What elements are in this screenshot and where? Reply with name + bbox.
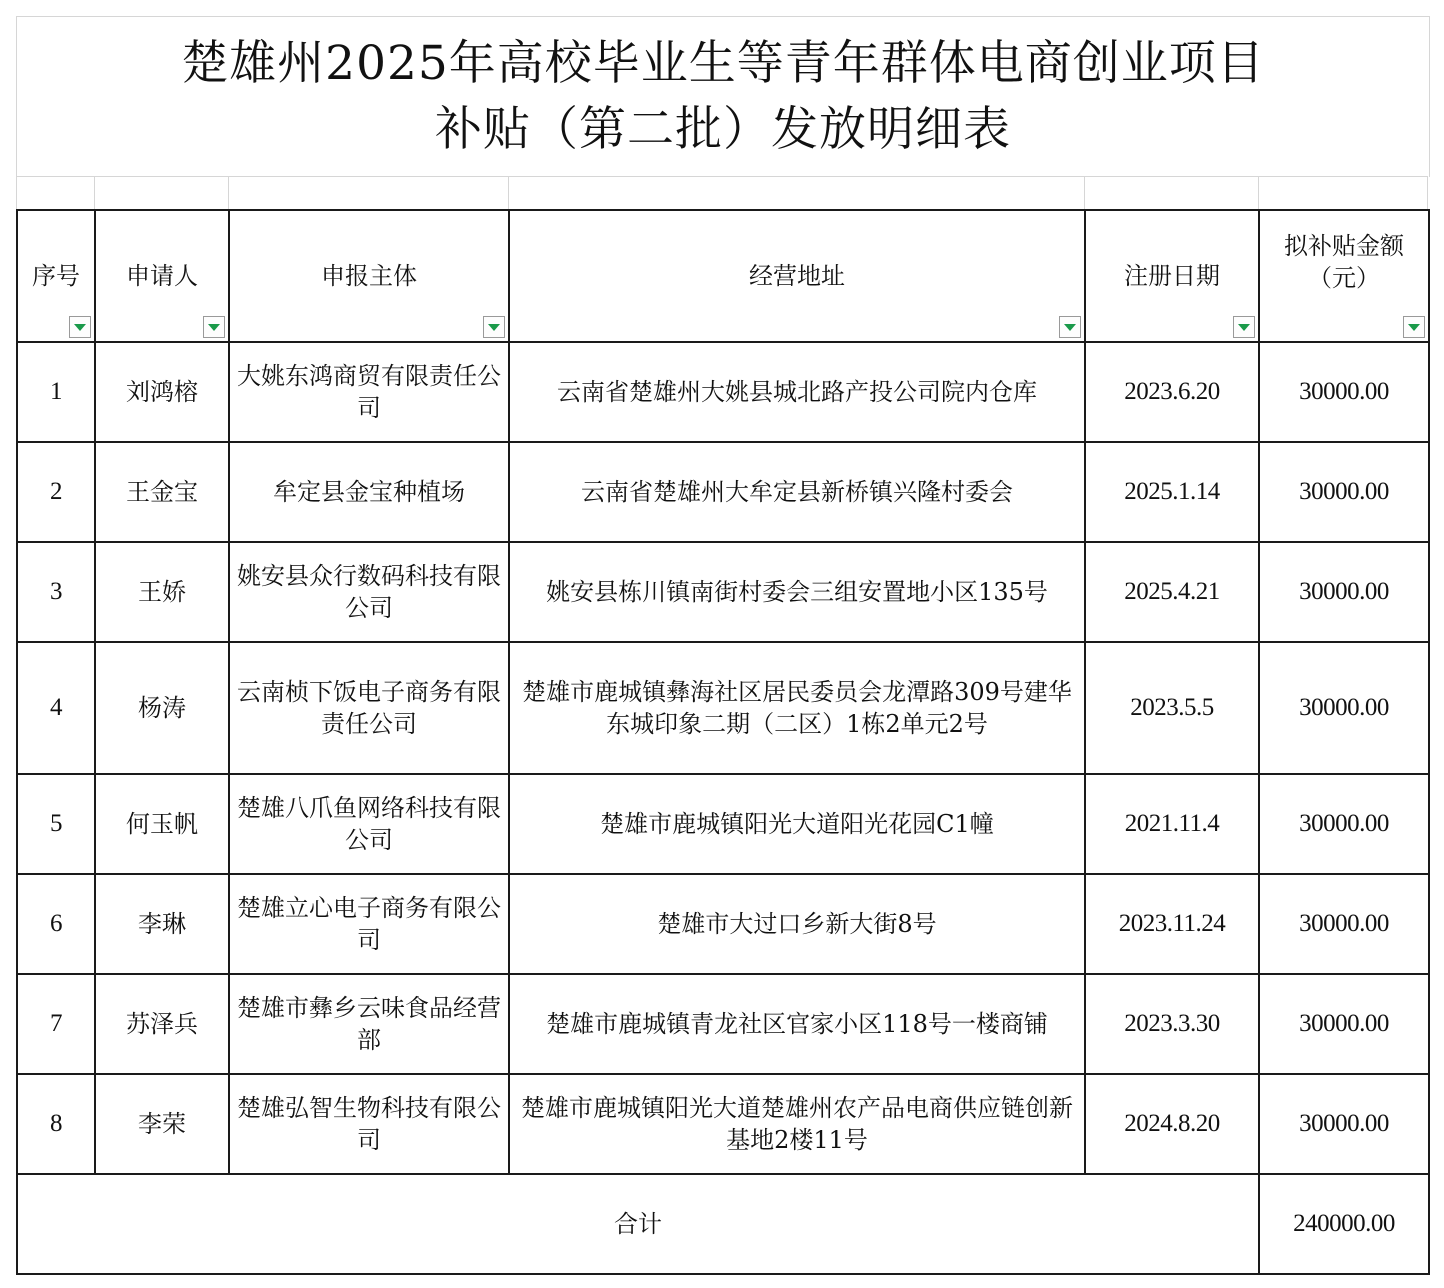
applicant-cell[interactable]: 王娇 [95, 542, 229, 642]
filter-dropdown-icon[interactable] [69, 316, 91, 338]
blank-cell[interactable] [228, 176, 508, 209]
entity-cell[interactable]: 姚安县众行数码科技有限公司 [229, 542, 509, 642]
blank-cell[interactable] [1258, 176, 1428, 209]
subsidy-table [16, 209, 1430, 1275]
table-row [17, 974, 1429, 1074]
header-label: 注册日期 [1124, 262, 1220, 290]
date-cell[interactable]: 2023.5.5 [1085, 642, 1259, 774]
address-cell[interactable]: 云南省楚雄州大姚县城北路产投公司院内仓库 [509, 342, 1085, 442]
amount-cell[interactable]: 30000.00 [1259, 1074, 1429, 1174]
address-cell[interactable]: 姚安县栋川镇南街村委会三组安置地小区135号 [509, 542, 1085, 642]
date-cell[interactable]: 2025.4.21 [1085, 542, 1259, 642]
applicant-cell[interactable]: 刘鸿榕 [95, 342, 229, 442]
applicant-cell[interactable]: 李荣 [95, 1074, 229, 1174]
entity-cell[interactable]: 云南桢下饭电子商务有限责任公司 [229, 642, 509, 774]
title-line-2: 补贴（第二批）发放明细表 [435, 102, 1011, 157]
entity-cell[interactable]: 大姚东鸿商贸有限责任公司 [229, 342, 509, 442]
filter-dropdown-icon[interactable] [203, 316, 225, 338]
address-cell[interactable]: 楚雄市鹿城镇青龙社区官家小区118号一楼商铺 [509, 974, 1085, 1074]
header-label: 经营地址 [749, 262, 845, 290]
row-no-cell[interactable]: 8 [17, 1074, 95, 1174]
row-no-cell[interactable]: 6 [17, 874, 95, 974]
applicant-cell[interactable]: 李琳 [95, 874, 229, 974]
row-no-cell[interactable]: 4 [17, 642, 95, 774]
total-label-cell[interactable]: 合计 [17, 1174, 1259, 1274]
address-cell[interactable]: 楚雄市大过口乡新大街8号 [509, 874, 1085, 974]
blank-cell[interactable] [1084, 176, 1258, 209]
entity-cell[interactable]: 楚雄弘智生物科技有限公司 [229, 1074, 509, 1174]
date-cell[interactable]: 2025.1.14 [1085, 442, 1259, 542]
row-no-cell[interactable]: 1 [17, 342, 95, 442]
blank-row [16, 176, 1428, 209]
entity-cell[interactable]: 牟定县金宝种植场 [229, 442, 509, 542]
amount-cell[interactable]: 30000.00 [1259, 774, 1429, 874]
filter-dropdown-icon[interactable] [483, 316, 505, 338]
table-row [17, 642, 1429, 774]
title-block [16, 16, 1430, 177]
row-no-cell[interactable]: 3 [17, 542, 95, 642]
header-cell-applicant[interactable] [95, 210, 229, 342]
applicant-cell[interactable]: 苏泽兵 [95, 974, 229, 1074]
header-row [17, 210, 1429, 342]
header-cell-entity[interactable] [229, 210, 509, 342]
applicant-cell[interactable]: 杨涛 [95, 642, 229, 774]
total-amount-cell[interactable]: 240000.00 [1259, 1174, 1429, 1274]
filter-dropdown-icon[interactable] [1403, 316, 1425, 338]
header-cell-amount[interactable] [1259, 210, 1429, 342]
applicant-cell[interactable]: 何玉帆 [95, 774, 229, 874]
blank-cell[interactable] [16, 176, 94, 209]
spreadsheet [16, 16, 1428, 1274]
address-cell[interactable]: 云南省楚雄州大牟定县新桥镇兴隆村委会 [509, 442, 1085, 542]
amount-cell[interactable]: 30000.00 [1259, 874, 1429, 974]
row-no-cell[interactable]: 7 [17, 974, 95, 1074]
table-row [17, 1074, 1429, 1174]
applicant-cell[interactable]: 王金宝 [95, 442, 229, 542]
header-label: 拟补贴金额（元） [1284, 232, 1404, 292]
date-cell[interactable]: 2023.3.30 [1085, 974, 1259, 1074]
amount-cell[interactable]: 30000.00 [1259, 974, 1429, 1074]
header-cell-date[interactable] [1085, 210, 1259, 342]
header-label: 序号 [32, 262, 80, 290]
filter-dropdown-icon[interactable] [1233, 316, 1255, 338]
row-no-cell[interactable]: 5 [17, 774, 95, 874]
row-no-cell[interactable]: 2 [17, 442, 95, 542]
entity-cell[interactable]: 楚雄八爪鱼网络科技有限公司 [229, 774, 509, 874]
table-row [17, 774, 1429, 874]
entity-cell[interactable]: 楚雄市彝乡云味食品经营部 [229, 974, 509, 1074]
filter-dropdown-icon[interactable] [1059, 316, 1081, 338]
blank-cell[interactable] [508, 176, 1084, 209]
header-label: 申请人 [126, 262, 198, 290]
table-row [17, 442, 1429, 542]
date-cell[interactable]: 2024.8.20 [1085, 1074, 1259, 1174]
title-line-1: 楚雄州2025年高校毕业生等青年群体电商创业项目 [181, 36, 1265, 91]
entity-cell[interactable]: 楚雄立心电子商务有限公司 [229, 874, 509, 974]
blank-cell[interactable] [94, 176, 228, 209]
header-cell-address[interactable] [509, 210, 1085, 342]
address-cell[interactable]: 楚雄市鹿城镇阳光大道楚雄州农产品电商供应链创新基地2楼11号 [509, 1074, 1085, 1174]
table-row [17, 874, 1429, 974]
date-cell[interactable]: 2023.6.20 [1085, 342, 1259, 442]
total-row [17, 1174, 1429, 1274]
amount-cell[interactable]: 30000.00 [1259, 342, 1429, 442]
header-label: 申报主体 [321, 262, 417, 290]
amount-cell[interactable]: 30000.00 [1259, 642, 1429, 774]
table-row [17, 542, 1429, 642]
table-row [17, 342, 1429, 442]
amount-cell[interactable]: 30000.00 [1259, 542, 1429, 642]
amount-cell[interactable]: 30000.00 [1259, 442, 1429, 542]
date-cell[interactable]: 2021.11.4 [1085, 774, 1259, 874]
date-cell[interactable]: 2023.11.24 [1085, 874, 1259, 974]
address-cell[interactable]: 楚雄市鹿城镇彝海社区居民委员会龙潭路309号建华东城印象二期（二区）1栋2单元2号 [509, 642, 1085, 774]
header-cell-no[interactable] [17, 210, 95, 342]
address-cell[interactable]: 楚雄市鹿城镇阳光大道阳光花园C1幢 [509, 774, 1085, 874]
